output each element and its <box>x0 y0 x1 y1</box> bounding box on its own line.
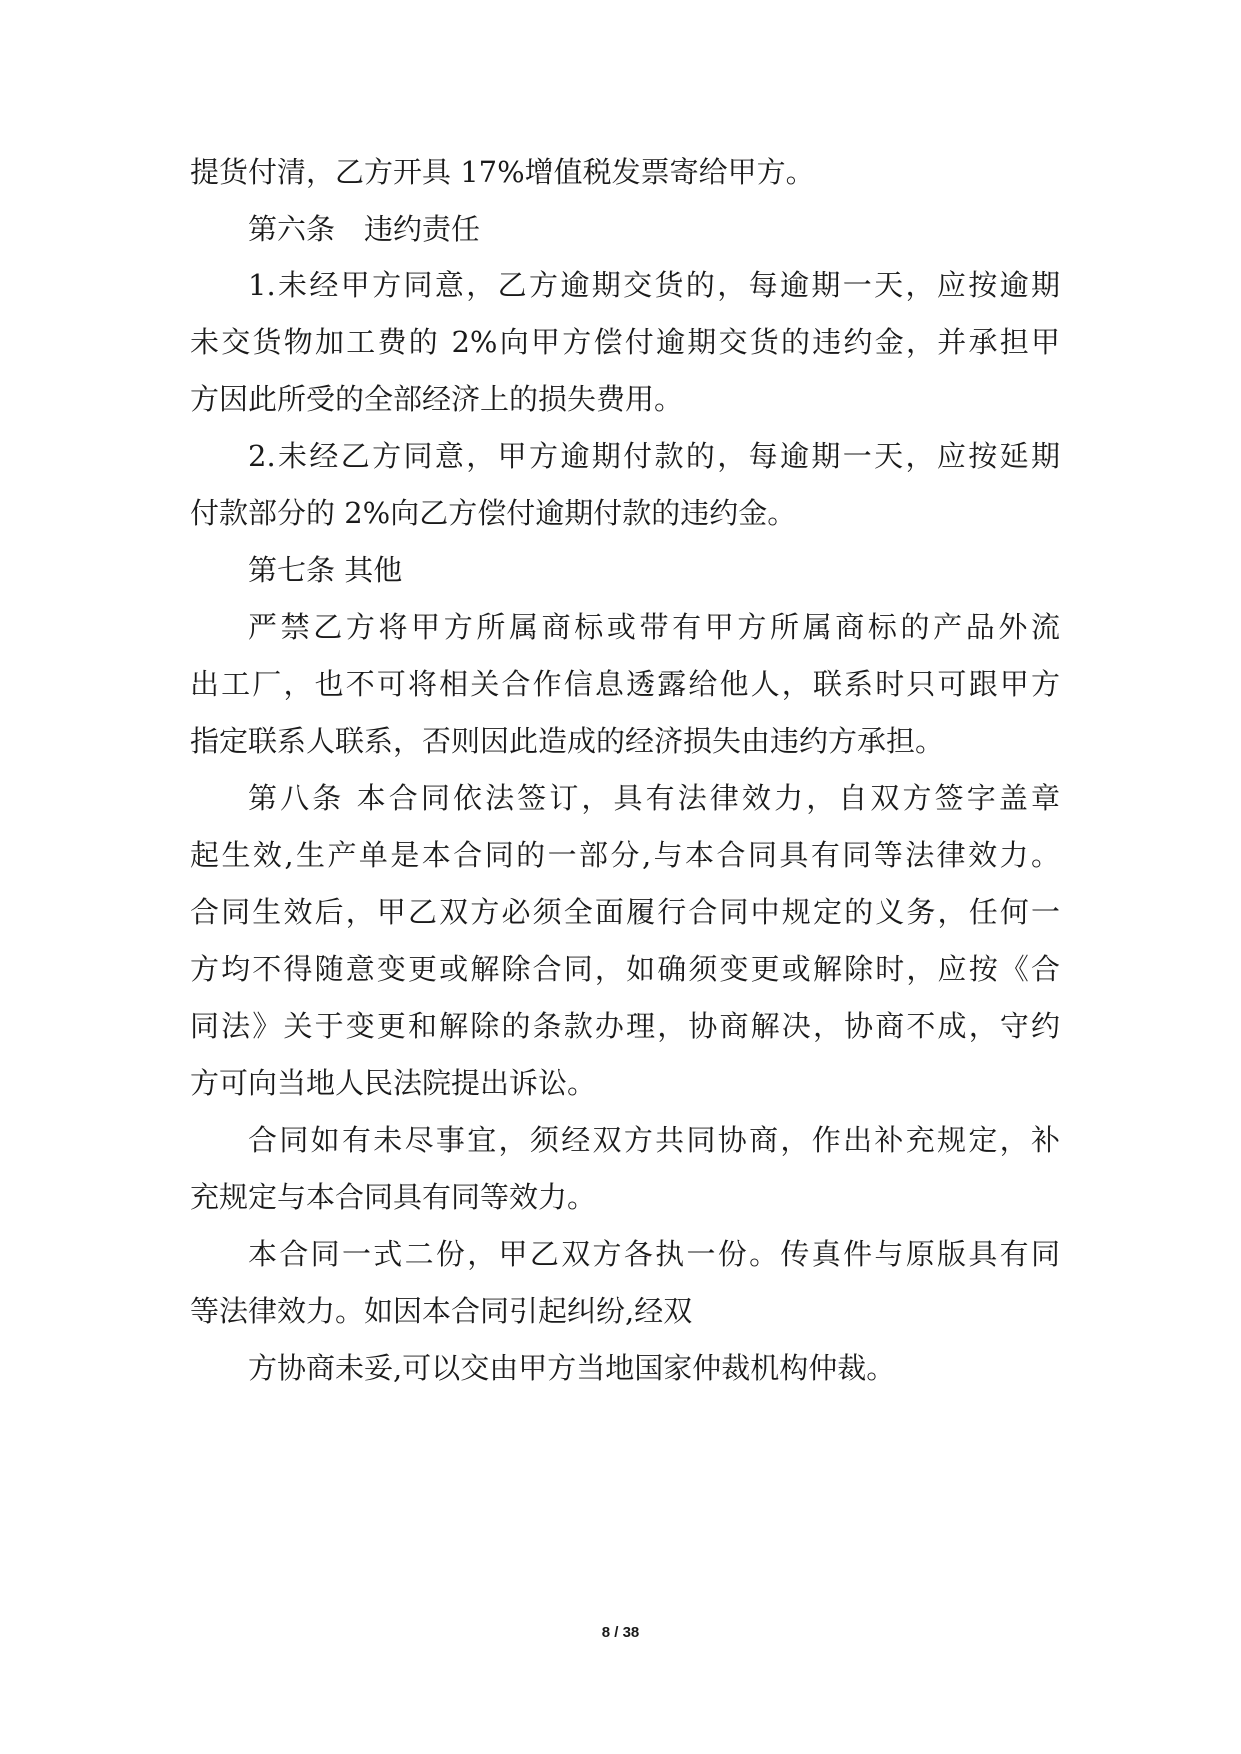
text-line: 1.未经甲方同意，乙方逾期交货的，每逾期一天，应按逾期 <box>248 268 1060 302</box>
section-heading-article-6: 第六条 违约责任 <box>248 212 481 246</box>
text-line: 付款部分的 2%向乙方偿付逾期付款的违约金。 <box>190 496 797 530</box>
text-line: 2.未经乙方同意，甲方逾期付款的，每逾期一天，应按延期 <box>248 439 1060 473</box>
text-line: 方均不得随意变更或解除合同，如确须变更或解除时，应按《合 <box>190 952 1060 986</box>
page-number: 8 / 38 <box>601 1624 640 1641</box>
text-line: 方协商未妥,可以交由甲方当地国家仲裁机构仲裁。 <box>248 1351 896 1385</box>
text-line: 合同如有未尽事宜，须经双方共同协商，作出补充规定，补 <box>248 1123 1060 1157</box>
text-line: 提货付清，乙方开具 17%增值税发票寄给甲方。 <box>190 155 815 189</box>
text-line: 起生效,生产单是本合同的一部分,与本合同具有同等法律效力。 <box>190 838 1060 872</box>
section-heading-article-8: 第八条 本合同依法签订，具有法律效力，自双方签字盖章 <box>248 781 1060 815</box>
text-line: 指定联系人联系，否则因此造成的经济损失由违约方承担。 <box>190 724 945 758</box>
section-heading-article-7: 第七条 其他 <box>248 553 403 587</box>
text-line: 同法》关于变更和解除的条款办理，协商解决，协商不成，守约 <box>190 1009 1060 1043</box>
text-line: 本合同一式二份，甲乙双方各执一份。传真件与原版具有同 <box>248 1237 1060 1271</box>
text-line: 方因此所受的全部经济上的损失费用。 <box>190 382 684 416</box>
text-line: 严禁乙方将甲方所属商标或带有甲方所属商标的产品外流 <box>248 610 1060 644</box>
text-line: 等法律效力。如因本合同引起纠纷,经双 <box>190 1294 693 1328</box>
text-line: 未交货物加工费的 2%向甲方偿付逾期交货的违约金，并承担甲 <box>190 325 1060 359</box>
text-line: 充规定与本合同具有同等效力。 <box>190 1180 597 1214</box>
text-line: 合同生效后，甲乙双方必须全面履行合同中规定的义务，任何一 <box>190 895 1060 929</box>
text-line: 方可向当地人民法院提出诉讼。 <box>190 1066 597 1100</box>
text-line: 出工厂，也不可将相关合作信息透露给他人，联系时只可跟甲方 <box>190 667 1060 701</box>
